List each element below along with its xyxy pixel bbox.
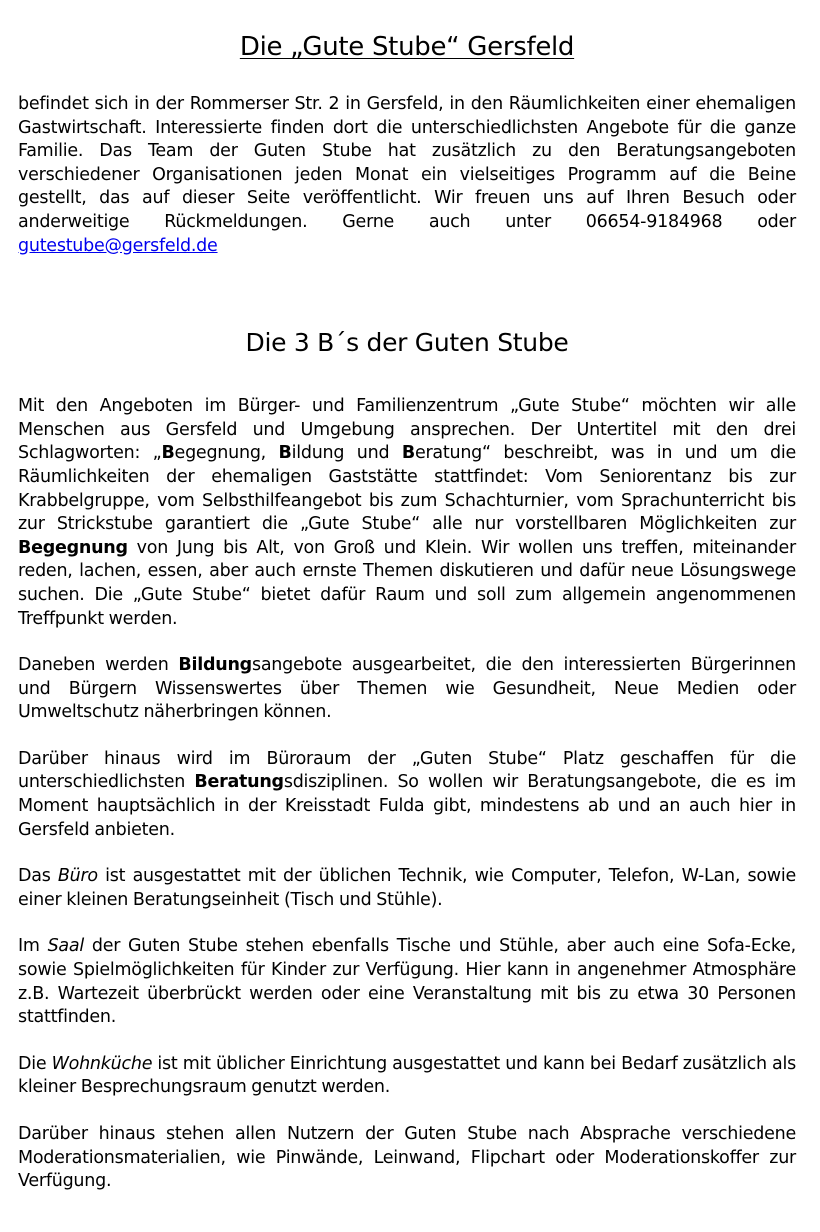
paragraph-beratung bbox=[18, 748, 796, 842]
text-segment: Das bbox=[18, 866, 58, 887]
paragraph-materialien: Darüber hinaus stehen allen Nutzern der Guten Stube nach Absprache verschiedene Moderationsmaterialien, wie Pinwände, Leinwand, Flipchart oder Moderationskoffer zur Verfügung. bbox=[18, 1124, 796, 1192]
bold-initial: B bbox=[401, 443, 415, 464]
text-segment: der Guten Stube stehen ebenfalls Tische und Stühle, aber auch eine Sofa-Ecke, sowie Spielmöglichkeiten für Kinder zur Verfügung. Hier kann in angenehmer Atmosphäre z.B. Wartezeit überbrückt werden oder eine Veranstaltung mit bis zu etwa 30 Personen stattfinden. bbox=[18, 936, 796, 1028]
italic-keyword: Saal bbox=[47, 936, 84, 957]
text-segment: ist mit üblicher Einrichtung ausgestattet und kann bei Bedarf zusätzlich als kleiner Besprechungsraum genutzt werden. bbox=[18, 1053, 796, 1098]
bold-keyword: Begegnung bbox=[18, 537, 128, 558]
section-heading: Die 3 B´s der Guten Stube bbox=[245, 328, 569, 358]
bold-initial: B bbox=[161, 443, 175, 464]
text-segment: Daneben werden bbox=[18, 655, 179, 676]
text-segment: Darüber hinaus wird im Büroraum der „Guten Stube“ Platz geschaffen für die unterschiedlichsten bbox=[18, 748, 796, 793]
text-segment: ist ausgestattet mit der üblichen Technik, wie Computer, Telefon, W-Lan, sowie einer kleinen Beratungseinheit (Tisch und Stühle). bbox=[18, 866, 796, 910]
paragraph-buero bbox=[18, 865, 796, 912]
text-segment: Die bbox=[18, 1053, 52, 1074]
text-segment: Im bbox=[18, 936, 48, 957]
text-segment: eratung“ beschreibt, was in und um die Räumlichkeiten der ehemaligen Gaststätte stattfindet: Vom Seniorentanz bis zur Krabbelgruppe, vom Selbsthilfeangebot bis zum Schachturnier, vom Sprachunterricht bis zur Strickstube garantiert die „Gute Stube“ alle nur vorstellbaren Möglichkeiten zur bbox=[18, 443, 796, 535]
paragraph-bildung bbox=[18, 654, 796, 725]
page-title: Die „Gute Stube“ Gersfeld bbox=[239, 32, 575, 62]
paragraph-wohnkueche bbox=[18, 1053, 796, 1100]
bold-keyword: Bildung bbox=[178, 655, 252, 676]
italic-keyword: Wohnküche bbox=[51, 1053, 153, 1074]
italic-keyword: Büro bbox=[57, 866, 98, 887]
intro-paragraph bbox=[18, 93, 796, 258]
bold-keyword: Beratung bbox=[194, 772, 284, 793]
bold-initial: B bbox=[278, 443, 292, 464]
text-segment: sangebote ausgearbeitet, die den interessierten Bürgerinnen und Bürgern Wissenswertes über Themen wie Gesundheit, Neue Medien oder Umweltschutz näherbringen können. bbox=[18, 655, 796, 723]
paragraph-saal bbox=[18, 935, 796, 1029]
text-segment: Mit den Angeboten im Bürger- und Familienzentrum „Gute Stube“ möchten wir alle Menschen aus Gersfeld und Umgebung ansprechen. Der Untertitel mit den drei Schlagworten: „ bbox=[18, 396, 796, 464]
paragraph-begegnung bbox=[18, 395, 796, 631]
email-link[interactable]: gutestube@gersfeld.de bbox=[18, 235, 218, 256]
text-segment: egegnung, bbox=[174, 443, 279, 464]
text-segment: von Jung bis Alt, von Groß und Klein. Wir wollen uns treffen, miteinander reden, lachen, essen, aber auch ernste Themen diskutieren und dafür neue Lösungswege suchen. Die „Gute Stube“ bietet dafür Raum und soll zum allgemein angenommenen Treffpunkt werden. bbox=[18, 537, 796, 629]
text-segment: sdisziplinen. So wollen wir Beratungsangebote, die es im Moment hauptsächlich in der Kreisstadt Fulda gibt, mindestens ab und an auch hier in Gersfeld anbieten. bbox=[18, 772, 796, 840]
text-segment: ildung und bbox=[291, 443, 402, 464]
intro-text: befindet sich in der Rommerser Str. 2 in Gersfeld, in den Räumlichkeiten einer ehemaligen Gastwirtschaft. Interessierte finden dort die unterschiedlichsten Angebote für die ganze Familie. Das Team der Guten Stube hat zusätzlich zu den Beratungsangeboten verschiedener Organisationen jeden Monat ein vielseitiges Programm auf die Beine gestellt, das auf dieser Seite veröffentlicht. Wir freuen uns auf Ihren Besuch oder anderweitige Rückmeldungen. Gerne auch unter 06654-9184968 oder bbox=[18, 94, 796, 232]
